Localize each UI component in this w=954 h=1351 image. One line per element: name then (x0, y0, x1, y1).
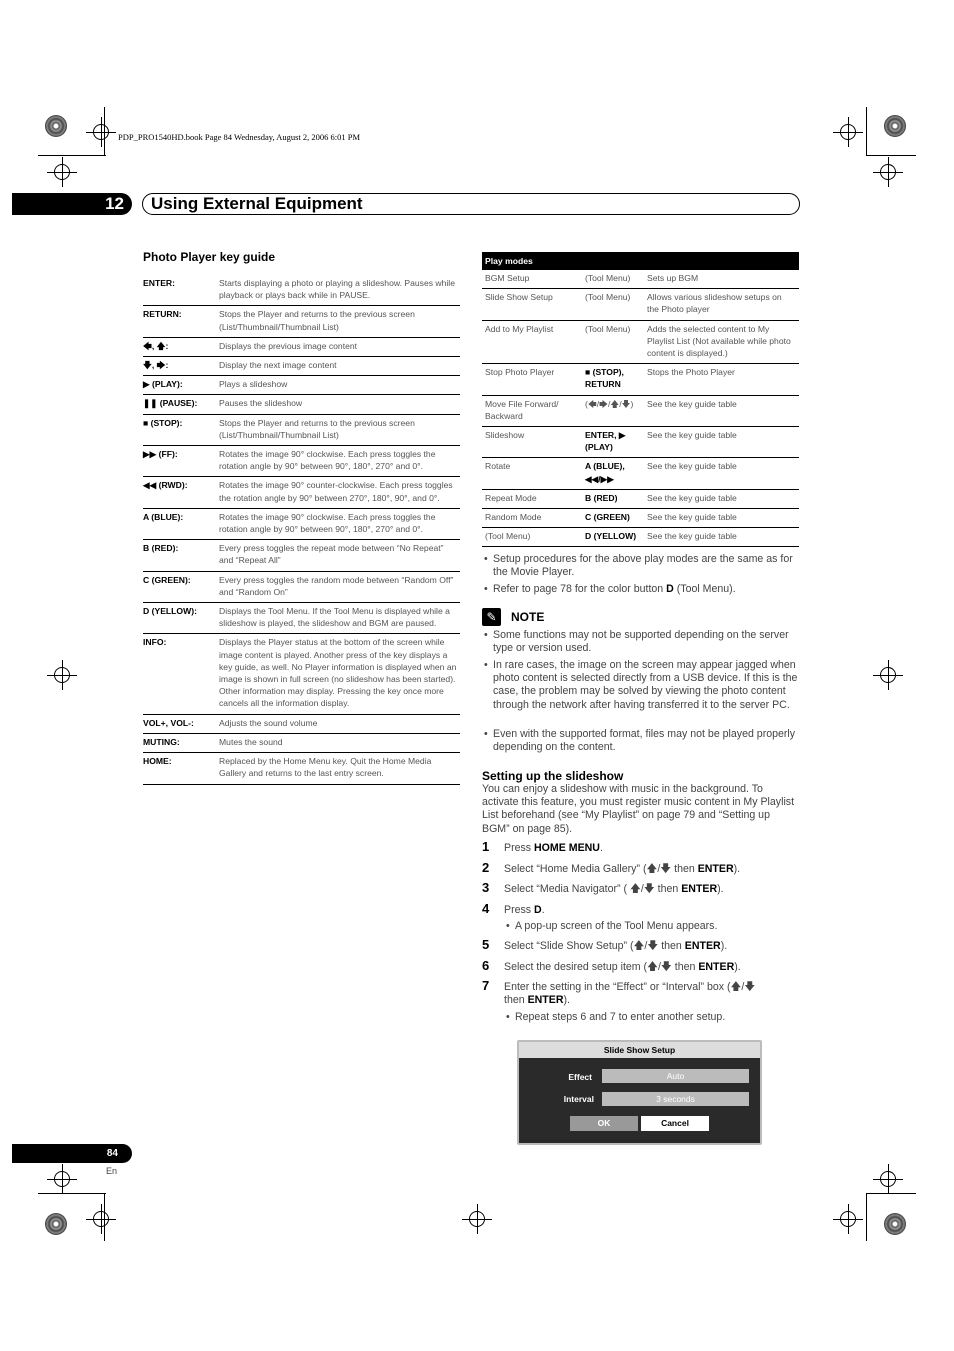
crop-mark (38, 155, 106, 156)
note-icon: ✎ (482, 608, 501, 626)
play-modes-table (482, 252, 799, 547)
play-mode-row (482, 427, 799, 458)
key-description: Adjusts the sound volume (219, 714, 460, 733)
refer-bullet: • Refer to page 78 for the color button D (Tool Menu). (482, 583, 799, 596)
play-mode-name: Move File Forward/ Backward (482, 395, 582, 426)
key-guide-row (143, 357, 460, 376)
crosshair-icon (880, 1171, 896, 1187)
key-guide-row (143, 634, 460, 714)
file-header: PDP_PRO1540HD.book Page 84 Wednesday, August 2, 2006 6:01 PM (118, 132, 361, 142)
key-guide-row (143, 508, 460, 539)
crosshair-icon (469, 1211, 485, 1227)
slideshow-title: Setting up the slideshow (482, 769, 624, 783)
key-name: 🡄, 🡅: (143, 337, 219, 356)
key-description: Displays the Player status at the bottom of the screen while image content is played. Another press of the key displays a key guide, as well. No Player information is displayed when an image is shown in full screen (no slideshow has been started). Other information may display. Pressing the key once more cancels all the information display. (219, 634, 460, 714)
key-guide-row (143, 275, 460, 306)
play-mode-key: C (GREEN) (582, 509, 644, 528)
play-mode-key: (Tool Menu) (582, 270, 644, 289)
play-modes-title: Play modes (482, 252, 799, 270)
crosshair-icon (840, 1211, 856, 1227)
key-guide-row (143, 414, 460, 445)
play-mode-description: See the key guide table (644, 395, 799, 426)
key-guide-title: Photo Player key guide (143, 250, 276, 264)
play-mode-key: D (YELLOW) (582, 528, 644, 547)
note-item: • In rare cases, the image on the screen may appear jagged when photo content is selected directly from a USB device. If this is the case, the problem may be solved by viewing the photo content through the network after having transferred it to the server PC. (482, 659, 799, 712)
play-mode-key: (Tool Menu) (582, 289, 644, 320)
bullet-item: • Setup procedures for the above play modes are the same as for the Movie Player. (482, 553, 799, 579)
ok-button[interactable]: OK (570, 1116, 638, 1131)
key-name: MUTING: (143, 733, 219, 752)
key-guide-row (143, 446, 460, 477)
play-mode-name: Random Mode (482, 509, 582, 528)
key-description: Rotates the image 90° counter-clockwise. Each press toggles the rotation angle by 90° between 270°, 180°, 90°, and 0°. (219, 477, 460, 508)
step-3: 3 Select “Media Navigator” ( 🡅/🡇 then ENTER). (482, 880, 724, 895)
dialog-title: Slide Show Setup (519, 1042, 760, 1058)
page-number: 84 (12, 1144, 132, 1163)
slideshow-intro: You can enjoy a slideshow with music in the background. To activate this feature, you must register music content in My Playlist List beforehand (see “My Playlist” on page 79 and “Setting up BGM” on page 85). (482, 783, 795, 835)
play-mode-name: Add to My Playlist (482, 320, 582, 364)
play-mode-row (482, 528, 799, 547)
crosshair-icon (54, 667, 70, 683)
key-description: Display the next image content (219, 357, 460, 376)
play-mode-row (482, 320, 799, 364)
play-mode-name: Repeat Mode (482, 489, 582, 508)
key-guide-row (143, 395, 460, 414)
play-mode-key: B (RED) (582, 489, 644, 508)
key-description: Displays the previous image content (219, 337, 460, 356)
key-name: A (BLUE): (143, 508, 219, 539)
key-guide-row (143, 603, 460, 634)
play-mode-row (482, 395, 799, 426)
play-mode-description: Allows various slideshow setups on the Photo player (644, 289, 799, 320)
step-7-sub: • Repeat steps 6 and 7 to enter another setup. (506, 1011, 726, 1023)
crop-mark (866, 1193, 867, 1241)
crosshair-icon (880, 164, 896, 180)
play-mode-description: See the key guide table (644, 427, 799, 458)
play-mode-row (482, 509, 799, 528)
play-mode-key: ■ (STOP), RETURN (582, 364, 644, 395)
key-description: Pauses the slideshow (219, 395, 460, 414)
crosshair-icon (840, 124, 856, 140)
key-name: VOL+, VOL-: (143, 714, 219, 733)
key-description: Rotates the image 90° clockwise. Each press toggles the rotation angle by 90° between 90°, 180°, 270° and 0°. (219, 446, 460, 477)
effect-label: Effect (568, 1072, 592, 1082)
key-guide-row (143, 306, 460, 337)
crop-mark (866, 1193, 916, 1194)
key-guide-row (143, 477, 460, 508)
language-label: En (106, 1166, 118, 1176)
key-description: Starts displaying a photo or playing a slideshow. Pauses while playback or plays back while in PAUSE. (219, 275, 460, 306)
key-name: INFO: (143, 634, 219, 714)
registration-disc-icon (45, 1213, 67, 1235)
key-name: C (GREEN): (143, 571, 219, 602)
crop-mark (866, 107, 867, 155)
key-guide-row (143, 733, 460, 752)
crop-mark (866, 155, 916, 156)
play-mode-description: See the key guide table (644, 509, 799, 528)
crosshair-icon (54, 1171, 70, 1187)
note-item: • Even with the supported format, files may not be played properly depending on the content. (482, 728, 799, 754)
key-guide-row (143, 753, 460, 784)
step-6: 6 Select the desired setup item (🡅/🡇 then ENTER). (482, 958, 741, 973)
play-mode-key: ENTER, ▶ (PLAY) (582, 427, 644, 458)
step-5: 5 Select “Slide Show Setup” (🡅/🡇 then ENTER). (482, 937, 728, 952)
play-mode-key: A (BLUE), ◀◀/▶▶ (582, 458, 644, 489)
play-mode-row (482, 270, 799, 289)
key-name: HOME: (143, 753, 219, 784)
play-mode-key: (Tool Menu) (582, 320, 644, 364)
play-mode-description: See the key guide table (644, 458, 799, 489)
key-guide-row (143, 540, 460, 571)
key-name: ■ (STOP): (143, 414, 219, 445)
step-7-cont: then ENTER). (504, 994, 570, 1006)
key-guide-row (143, 376, 460, 395)
crosshair-icon (880, 667, 896, 683)
key-name: RETURN: (143, 306, 219, 337)
key-description: Stops the Player and returns to the previous screen (List/Thumbnail/Thumbnail List) (219, 306, 460, 337)
crosshair-icon (93, 124, 109, 140)
key-guide-row (143, 337, 460, 356)
effect-field[interactable]: Auto (602, 1069, 749, 1083)
play-mode-description: See the key guide table (644, 528, 799, 547)
interval-field[interactable]: 3 seconds (602, 1092, 749, 1106)
key-name: ▶ (PLAY): (143, 376, 219, 395)
key-description: Every press toggles the random mode between “Random Off” and “Random On” (219, 571, 460, 602)
crosshair-icon (54, 164, 70, 180)
play-mode-row (482, 489, 799, 508)
step-4: 4 Press D. (482, 901, 545, 916)
key-name: 🡇, 🡆: (143, 357, 219, 376)
key-description: Every press toggles the repeat mode between “No Repeat” and “Repeat All” (219, 540, 460, 571)
crop-mark (38, 1193, 106, 1194)
key-name: B (RED): (143, 540, 219, 571)
play-mode-description: See the key guide table (644, 489, 799, 508)
note-title: NOTE (511, 610, 545, 624)
key-guide-table (143, 275, 460, 785)
registration-disc-icon (884, 115, 906, 137)
crosshair-icon (93, 1211, 109, 1227)
key-description: Mutes the sound (219, 733, 460, 752)
cancel-button[interactable]: Cancel (641, 1116, 709, 1131)
key-description: Replaced by the Home Menu key. Quit the Home Media Gallery and returns to the last entry screen. (219, 753, 460, 784)
play-mode-name: BGM Setup (482, 270, 582, 289)
play-mode-description: Stops the Photo Player (644, 364, 799, 395)
key-name: ▶▶ (FF): (143, 446, 219, 477)
play-mode-name: Stop Photo Player (482, 364, 582, 395)
play-mode-name: Rotate (482, 458, 582, 489)
key-name: ◀◀ (RWD): (143, 477, 219, 508)
key-description: Displays the Tool Menu. If the Tool Menu is displayed while a slideshow is played, the slideshow and BGM are paused. (219, 603, 460, 634)
step-4-sub: • A pop-up screen of the Tool Menu appears. (506, 920, 718, 932)
chapter-title: Using External Equipment (142, 193, 800, 215)
play-mode-name: (Tool Menu) (482, 528, 582, 547)
step-7: 7 Enter the setting in the “Effect” or “Interval” box (🡅/🡇 (482, 978, 756, 993)
key-description: Stops the Player and returns to the previous screen (List/Thumbnail/Thumbnail List) (219, 414, 460, 445)
slide-show-setup-dialog (517, 1040, 762, 1145)
step-2: 2 Select “Home Media Gallery” (🡅/🡇 then ENTER). (482, 860, 741, 875)
play-mode-description: Sets up BGM (644, 270, 799, 289)
note-item: • Some functions may not be supported depending on the server type or version used. (482, 629, 799, 655)
play-mode-name: Slide Show Setup (482, 289, 582, 320)
chapter-number: 12 (12, 193, 132, 215)
key-name: D (YELLOW): (143, 603, 219, 634)
key-guide-row (143, 714, 460, 733)
key-guide-row (143, 571, 460, 602)
play-mode-row (482, 289, 799, 320)
play-mode-row (482, 458, 799, 489)
key-name: ENTER: (143, 275, 219, 306)
registration-disc-icon (45, 115, 67, 137)
key-description: Plays a slideshow (219, 376, 460, 395)
key-description: Rotates the image 90° clockwise. Each press toggles the rotation angle by 90° between 90°, 180°, 270° and 0°. (219, 508, 460, 539)
play-mode-row (482, 364, 799, 395)
play-mode-description: Adds the selected content to My Playlist List (Not available while photo content is displayed.) (644, 320, 799, 364)
interval-label: Interval (563, 1094, 594, 1104)
key-name: ❚❚ (PAUSE): (143, 395, 219, 414)
step-1: 1 Press HOME MENU. (482, 839, 603, 854)
play-mode-key: (🡄/🡆/🡅/🡇) (582, 395, 644, 426)
registration-disc-icon (884, 1213, 906, 1235)
play-mode-name: Slideshow (482, 427, 582, 458)
